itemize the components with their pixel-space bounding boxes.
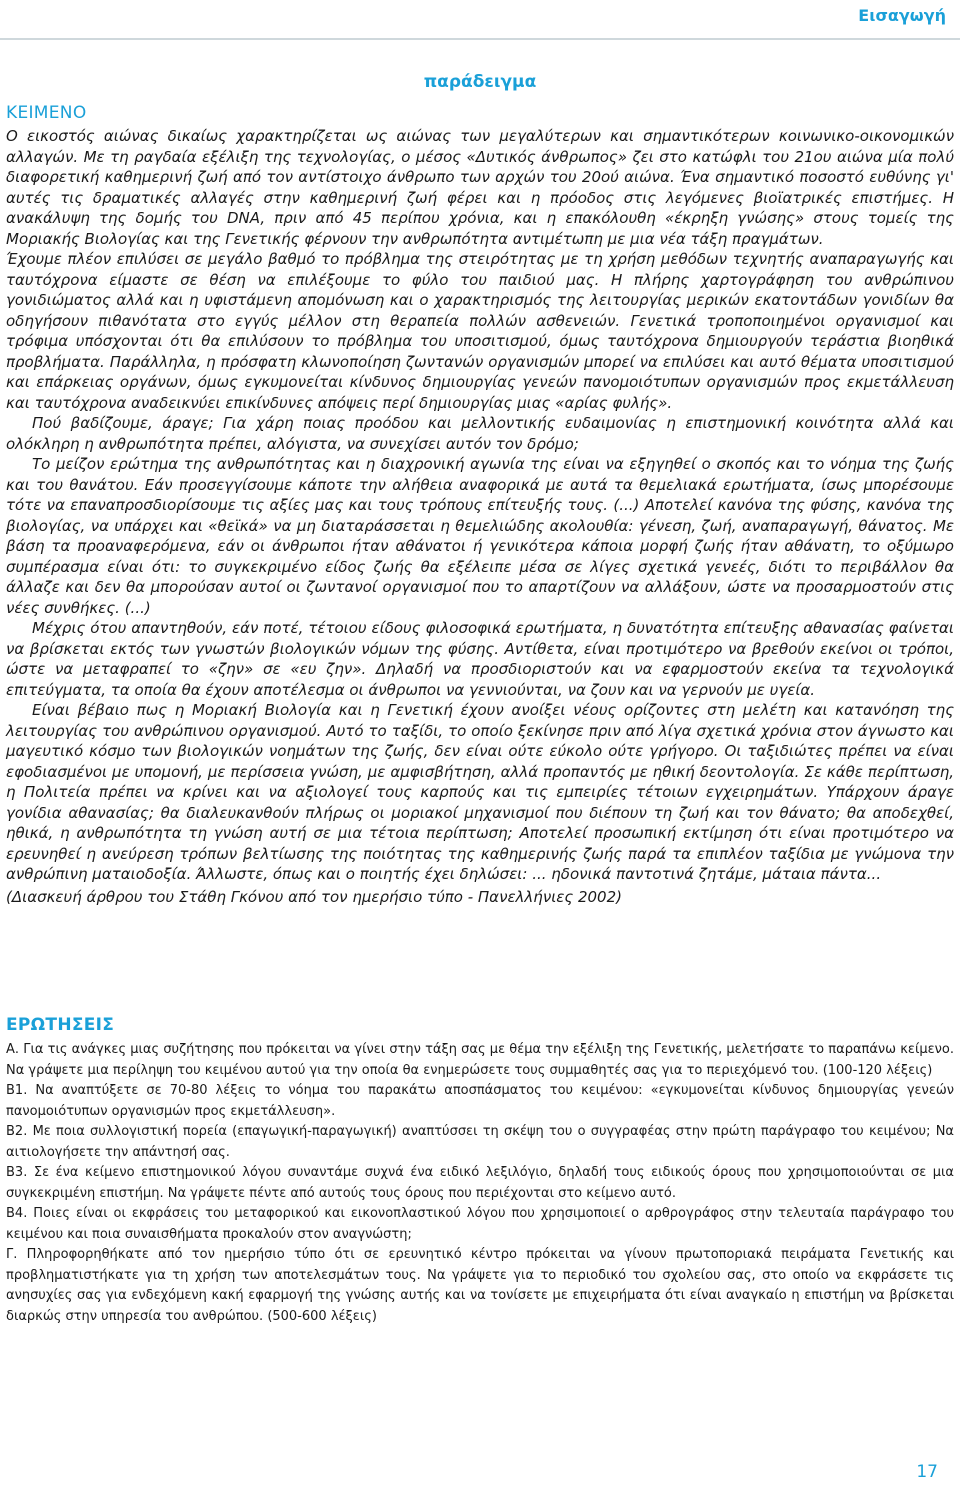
article-paragraph: Μέχρις ότου απαντηθούν, εάν ποτέ, τέτοιου είδους φιλοσοφικά ερωτήματα, η δυνατότητα επίτευξης αθανασίας φαίνεται να βρίσκεται εκτός των γνωστών βιολογικών νόμων της φύσης. Αντίθετα, είναι προτιμότερο να βρεθούν εκείνοι οι τρόποι, ώστε να μεταφραπεί το «ζην» σε «ευ ζην». Δηλαδή να προσδιοριστούν και να εφαρμοστούν εκείνα τα τεχνολογικά επιτεύγματα, τα οποία θα έχουν αποτέλεσμα οι άνθρωποι να γεννιούνται, να ζουν και να γερνούν με υγεία. (6, 619, 954, 699)
question-item: Β4. Ποιες είναι οι εκφράσεις του μεταφορικού και εικονοπλαστικού λόγου που χρησιμοποιεί ο αρθρογράφος στην τελευταία παράγραφο του κειμένου και ποια συναισθήματα προκαλούν στον αναγνώστη; (6, 1206, 954, 1242)
section-title: Εισαγωγή (858, 6, 946, 25)
article-paragraph: Πού βαδίζουμε, άραγε; Για χάρη ποιας προόδου και μελλοντικής ευδαιμονίας η επιστημονική κοινότητα αλλά και ολόκληρη η ανθρωπότητα πρέπει, αλόγιστα, να συνεχίσει αυτόν τον δρόμο; (6, 414, 954, 453)
article-body (6, 126, 954, 907)
article-paragraph: Το μείζον ερώτημα της ανθρωπότητας και η διαχρονική αγωνία της είναι να εξηγηθεί ο σκοπός και το νόημα της ζωής και του θανάτου. Εάν προσεγγίσουμε κάποτε την αλήθεια αναφορικά με αυτά τα θεμελιακά ερωτήματα, ίσως μπορέσουμε τότε να επαναπροσδιορίσουμε τις αξίες μας και τους τρόπους επίτευξής τους. (...) Αποτελεί κανόνα της φύσης, κανόνα της βιολογίας, να υπάρχει και «θεϊκά» να μη διαταράσσεται η θεμελιώδης ακολουθία: γένεση, ζωή, αναπαραγωγή, θάνατος. Με βάση τα προαναφερόμενα, εάν οι άνθρωποι ήταν αθάνατοι ή γενικότερα κάποια μορφή ζωής ήταν αθάνατη, το οξύμωρο συμπέρασμα είναι ότι: το συγκεκριμένο είδος ζωής θα εξέλειπε μέσα σε λίγες σχετικά γενεές, διότι το περιβάλλον θα άλλαζε και δεν θα μπορούσαν αυτοί οι ζωντανοί οργανισμοί που το απαρτίζουν να αλλάξουν, ώστε να προσαρμοστούν στις νέες συνθήκες. (...) (6, 455, 954, 617)
article-paragraph: Ο εικοστός αιώνας δικαίως χαρακτηρίζεται ως αιώνας των μεγαλύτερων και σημαντικότερων κοινωνικο-οικονομικών αλλαγών. Με τη ραγδαία εξέλιξη της τεχνολογίας, ο μέσος «Δυτικός άνθρωπος» ζει στο κατώφλι του 21ου αιώνα μία πολύ διαφορετική καθημερινή ζωή από τον αντίστοιχο άνθρωπο των αρχών του 20ού αιώνα. Ένα σημαντικό ποσοστό ευθύνης γι' αυτές τις δραματικές αλλαγές στην καθημερινή ζωή φέρει και η πρόοδος στις λεγόμενες βιοϊατρικές επιστήμες. Η ανακάλυψη της δομής του DNA, πριν από 45 περίπου χρόνια, και η επακόλουθη «έκρηξη γνώσης» στους τομείς της Μοριακής Βιολογίας και της Γενετικής φέρνουν την ανθρωπότητα αντιμέτωπη με μια νέα τάξη πραγμάτων. (6, 127, 954, 248)
header-divider (0, 38, 960, 40)
question-item: Γ. Πληροφορηθήκατε από τον ημερήσιο τύπο ότι σε ερευνητικό κέντρο πρόκειται να γίνουν πρωτοποριακά πειράματα Γενετικής και προβληματιστήκατε για τη χρήση των αποτελεσμάτων τους. Να γράψετε για το περιοδικό του σχολείου σας, στο οποίο να εκφράσετε τις ανησυχίες σας για ενδεχόμενη κακή εφαρμογή της γνώσης αυτής και να τονίσετε με επιχειρήματα ότι είναι αναγκαίο η επιστήμη να βρίσκεται διαρκώς στην υπηρεσία του ανθρώπου. (500-600 λέξεις) (6, 1247, 954, 1324)
question-item: Β1. Να αναπτύξετε σε 70-80 λέξεις το νόημα του παρακάτω αποσπάσματος του κειμένου: «εγκυμονείται κίνδυνος δημιουργίας γενεών πανομοιότυπων οργανισμών προς εκμετάλλευση». (6, 1083, 954, 1119)
questions-list (6, 1040, 954, 1327)
page-number: 17 (916, 1462, 938, 1482)
question-item: Α. Για τις ανάγκες μιας συζήτησης που πρόκειται να γίνει στην τάξη σας με θέμα την εξέλιξη της Γενετικής, μελετήσατε το παραπάνω κείμενο. Να γράψετε μια περίληψη του κειμένου αυτού για την οποία θα ενημερώσετε τους συμμαθητές σας για το περιεχόμενό του. (100-120 λέξεις) (6, 1042, 954, 1078)
question-item: Β3. Σε ένα κείμενο επιστημονικού λόγου συναντάμε συχνά ένα ειδικό λεξιλόγιο, δηλαδή τους ειδικούς όρους που χρησιμοποιούνται σε μια συγκεκριμένη επιστήμη. Να γράψετε πέντε από αυτούς τους όρους που περιέχονται στο κείμενο αυτό. (6, 1165, 954, 1201)
article-source: (Διασκευή άρθρου του Στάθη Γκόνου από τον ημερήσιο τύπο - Πανελλήνιες 2002) (6, 887, 622, 906)
article-paragraph: Έχουμε πλέον επιλύσει σε μεγάλο βαθμό το πρόβλημα της στειρότητας με τη χρήση μεθόδων τεχνητής αναπαραγωγής και ταυτόχρονα είμαστε σε θέση να επιλέξουμε το φύλο του παιδιού μας. Η πλήρης χαρτογράφηση του ανθρώπινου γονιδιώματος αλλά και η υφιστάμενη απομόνωση και ο χαρακτηρισμός της λειτουργίας μερικών εκατοντάδων γονιδίων θα οδηγήσουν πιθανότατα στο εγγύς μέλλον στη θεραπεία πολλών ασθενειών. Γενετικά τροποποιημένοι οργανισμοί και τρόφιμα υπόσχονται ότι θα επιλύσουν το πρόβλημα του υποσιτισμού, όμως ταυτόχρονα δημιουργούν τεράστια βιοηθικά προβλήματα. Παράλληλα, η πρόσφατη κλωνοποίηση ζωντανών οργανισμών μπορεί να επιλύσει και αυτό θέματα υποσιτισμού και επάρκειας οργάνων, όμως εγκυμονείται κίνδυνος δημιουργίας γενεών πανομοιότυπων οργανισμών προς εκμετάλλευση και ταυτόχρονα αναδεικνύει επικίνδυνες απόψεις περί δημιουργίας μιας «αρίας φυλής». (6, 250, 954, 412)
example-label: παράδειγμα (423, 72, 537, 92)
question-item: Β2. Με ποια συλλογιστική πορεία (επαγωγική-παραγωγική) αναπτύσσει τη σκέψη του ο συγγραφέας στην πρώτη παράγραφο του κειμένου; Να αιτιολογήσετε την απάντησή σας. (6, 1124, 954, 1160)
article-paragraph: Είναι βέβαιο πως η Μοριακή Βιολογία και η Γενετική έχουν ανοίξει νέους ορίζοντες στη μελέτη και κατανόηση της λειτουργίας του ανθρώπινου οργανισμού. Αυτό το ταξίδι, το οποίο ξεκίνησε πριν από λίγα σχετικά χρόνια στον άγνωστο και μαγευτικό κόσμο των βιολογικών νοημάτων της ζωής, δεν είναι ούτε εύκολο ούτε γρήγορο. Οι ταξιδιώτες πρέπει να είναι εφοδιασμένοι με υπομονή, με περίσσεια γνώση, με αμφισβήτηση, αλλά προπαντός με ηθική δεοντολογία. Σε κάθε περίπτωση, η Πολιτεία πρέπει να κρίνει και να αξιολογεί τους καρπούς και τις εμπειρίες τέτοιων εγχειρημάτων. Υπάρχουν άραγε γονίδια αθανασίας; θα διαλευκανθούν πλήρως οι μοριακοί μηχανισμοί που διέπουν τη ζωή και τον θάνατο; θα αποδεχθεί, ηθικά, η ανθρωπότητα τη γνώση αυτή σε μια τέτοια περίπτωση; Αποτελεί προσωπική εκτίμηση ότι είναι προτιμότερο να ερευνηθεί η ανεύρεση τρόπων βελτίωσης της ποιότητας της καθημερινής ζωής παρά τα επιπλέον ταξίδια με γνώμονα την ανθρώπινη ματαιοδοξία. Άλλωστε, όπως και ο ποιητής έχει δηλώσει: ... ηδονικά παντοτινά ζητάμε, μάταια πάντα... (6, 701, 954, 883)
text-heading: ΚΕΙΜΕΝΟ (6, 103, 87, 123)
questions-heading: ΕΡΩΤΗΣΕΙΣ (6, 1015, 115, 1035)
